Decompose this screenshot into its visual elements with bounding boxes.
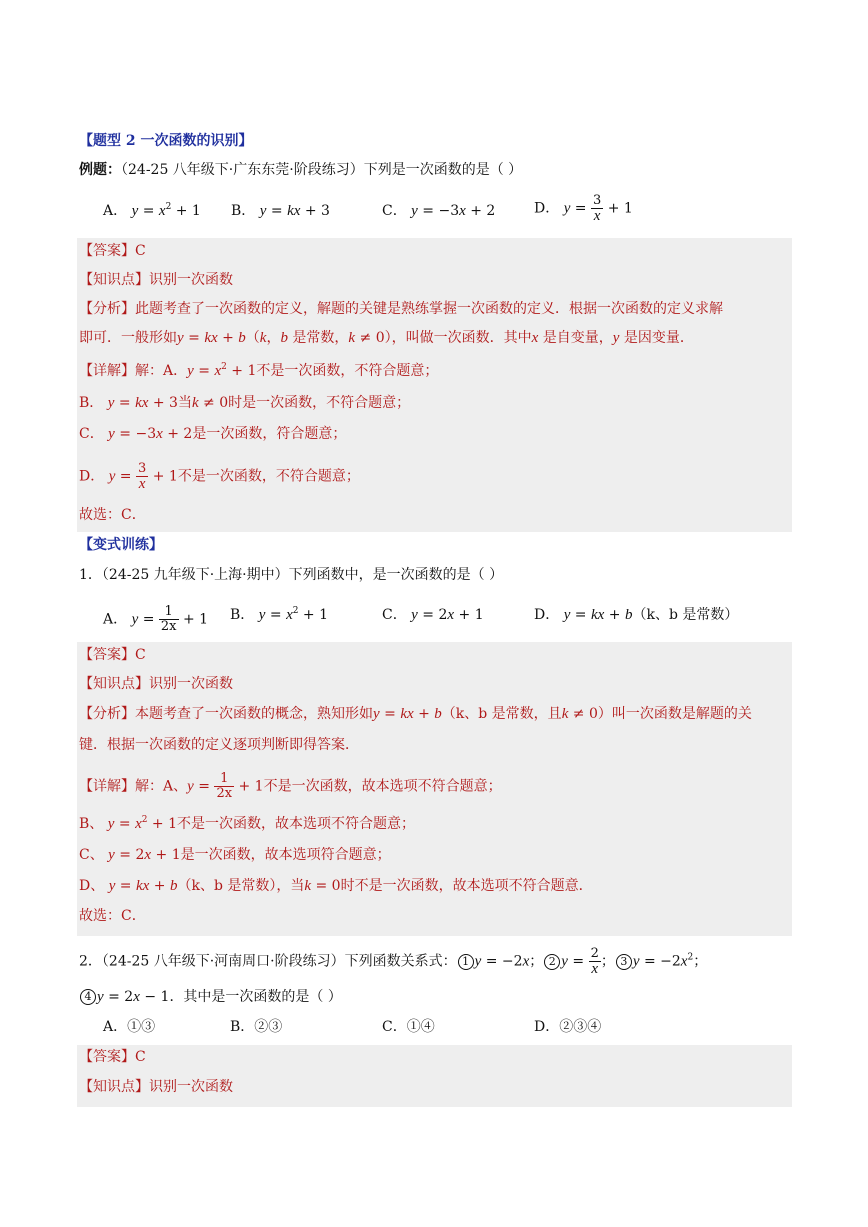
example-stem-text: （24-25 八年级下·广东东莞·阶段练习）下列是一次函数的是（ ） bbox=[121, 162, 523, 178]
q2-option-a: A．①③ bbox=[103, 1019, 156, 1035]
q2-option-d: D．②③④ bbox=[534, 1019, 602, 1035]
q1-knowledge: 【知识点】识别一次函数 bbox=[79, 676, 233, 692]
q1-detail-b: B、 $y = x^2 + 1$不是一次函数，故本选项不符合题意； bbox=[79, 815, 416, 832]
q2-option-c: C．①④ bbox=[382, 1019, 435, 1035]
example-conclusion: 故选：C． bbox=[79, 507, 146, 523]
example-analysis-line2: 即可．一般形如y = kx + b（k，b 是常数，k ≠ 0），叫做一次函数．其中x 是自变量，y 是因变量． bbox=[79, 330, 694, 346]
q2-stem-line2: 4 y = 2x − 1．其中是一次函数的是（ ） bbox=[79, 987, 342, 1007]
example-option-d: D． y = $\frac{3}{x}$ + 1 bbox=[534, 193, 633, 224]
q1-detail-c: C、 y = 2x + 1是一次函数，故本选项符合题意； bbox=[79, 847, 391, 863]
example-answer: 【答案】C bbox=[79, 243, 146, 259]
example-detail-b: B． y = kx + 3当k ≠ 0时是一次函数，不符合题意； bbox=[79, 395, 411, 411]
q1-conclusion: 故选：C． bbox=[79, 908, 146, 924]
example-option-a: A． $y = x^2 + 1$ bbox=[103, 202, 201, 219]
example-analysis-line1: 【分析】此题考查了一次函数的定义，解题的关键是熟练掌握一次函数的定义．根据一次函数的定义求解 bbox=[79, 301, 723, 317]
section-title: 【题型 2 一次函数的识别】 bbox=[79, 133, 253, 149]
example-stem bbox=[79, 160, 522, 180]
example-label: 例题： bbox=[79, 162, 121, 178]
example-knowledge: 【知识点】识别一次函数 bbox=[79, 272, 233, 288]
q2-solution-box bbox=[77, 1045, 792, 1107]
q1-option-d: D． y = kx + b（k、b 是常数） bbox=[534, 607, 739, 623]
example-detail-a: 【详解】解：A．$y = x^2 + 1$不是一次函数，不符合题意； bbox=[79, 362, 439, 379]
example-detail-d: D． y = $\frac{3}{x}$ + 1不是一次函数，不符合题意； bbox=[79, 461, 360, 492]
q2-knowledge: 【知识点】识别一次函数 bbox=[79, 1079, 233, 1095]
example-option-c: C． y = −3x + 2 bbox=[382, 203, 496, 219]
q2-stem-line1: 2．（24-25 八年级下·河南周口·阶段练习）下列函数关系式： 1 y = −2x； 2 y = $\frac{2}{x}$ ； 3 $y = -2x^2$； bbox=[79, 946, 708, 977]
q1-analysis-line2: 键．根据一次函数的定义逐项判断即得答案． bbox=[79, 737, 359, 753]
q2-answer: 【答案】C bbox=[79, 1049, 146, 1065]
example-detail-c: C． y = −3x + 2是一次函数，符合题意； bbox=[79, 426, 347, 442]
q1-option-c: C． y = 2x + 1 bbox=[382, 607, 484, 623]
q1-option-b: B． $y = x^2 + 1$ bbox=[230, 606, 329, 623]
example-option-b: B． y = kx + 3 bbox=[231, 203, 330, 219]
q1-stem: 1．（24-25 九年级下·上海·期中）下列函数中，是一次函数的是（ ） bbox=[79, 567, 504, 583]
q1-detail-d: D、 y = kx + b（k、b 是常数），当k = 0时不是一次函数，故本选项不符合题意． bbox=[79, 878, 593, 894]
q1-analysis-line1: 【分析】本题考查了一次函数的概念，熟知形如y = kx + b（k、b 是常数，且k ≠ 0）叫一次函数是解题的关 bbox=[79, 706, 752, 722]
q2-option-b: B．②③ bbox=[230, 1019, 283, 1035]
variant-title: 【变式训练】 bbox=[79, 537, 163, 553]
q1-detail-a: 【详解】解：A、y = $\frac{1}{2x}$ + 1不是一次函数，故本选项不符合题意； bbox=[79, 771, 502, 801]
q1-answer: 【答案】C bbox=[79, 647, 146, 663]
q1-option-a: A． y = $\frac{1}{2x}$ + 1 bbox=[103, 604, 209, 634]
